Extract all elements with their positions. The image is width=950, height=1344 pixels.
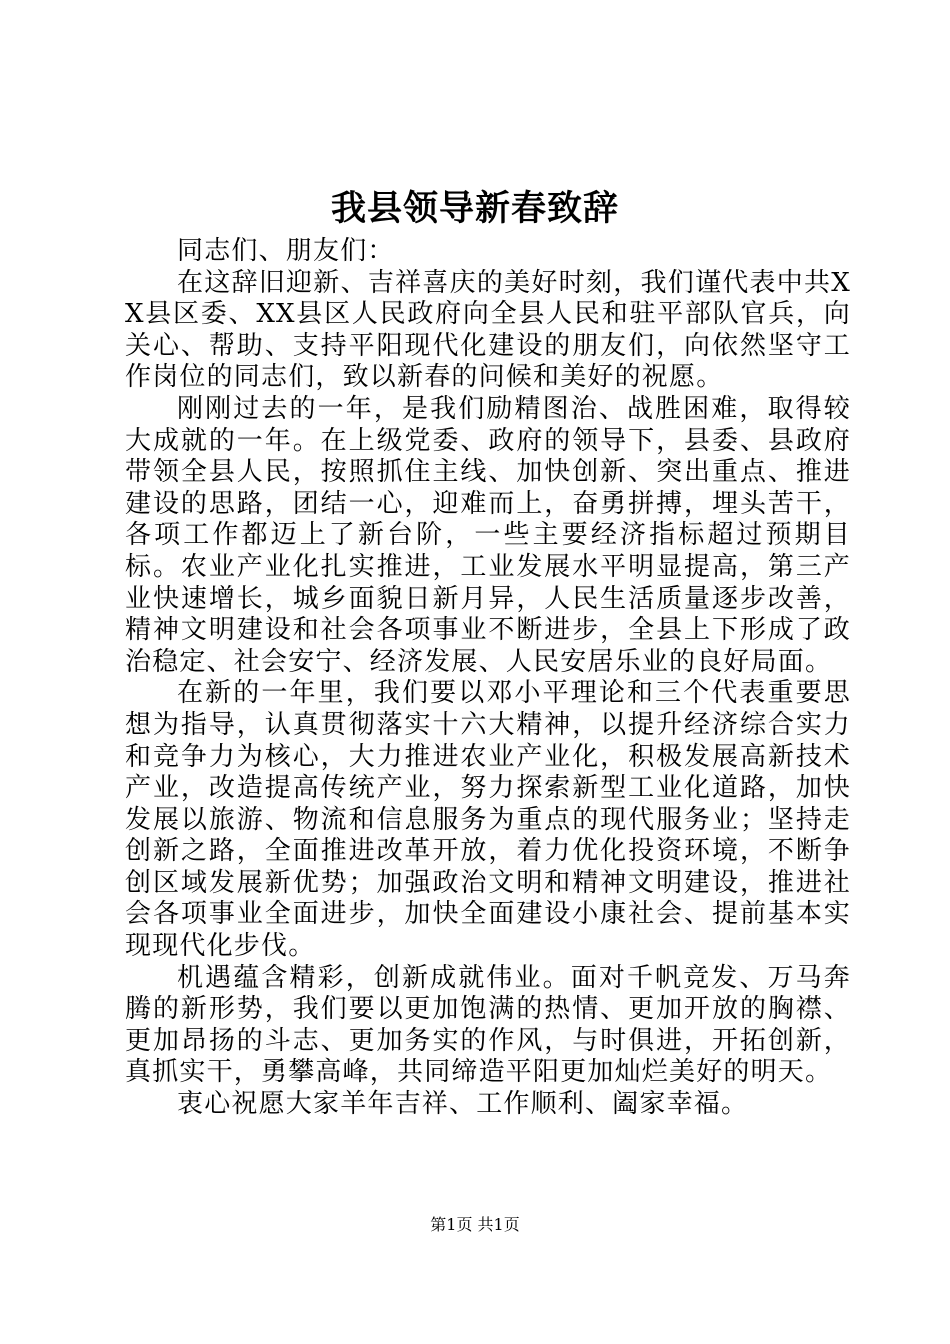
body-paragraph: 在这辞旧迎新、吉祥喜庆的美好时刻，我们谨代表中共XX县区委、XX县区人民政府向全县人民和驻平部队官兵，向关心、帮助、支持平阳现代化建设的朋友们，向依然坚守工作岗位的同志们，致以新春的问候和美好的祝愿。: [125, 267, 851, 393]
closing-paragraph: 衷心祝愿大家羊年吉祥、工作顺利、阖家幸福。: [177, 1089, 749, 1120]
page-number-footer: 第1页 共1页: [430, 1215, 520, 1234]
greeting-paragraph: 同志们、朋友们：: [177, 236, 395, 266]
body-paragraph: 在新的一年里，我们要以邓小平理论和三个代表重要思想为指导，认真贯彻落实十六大精神，以提升经济综合实力和竞争力为核心，大力推进农业产业化，积极发展高新技术产业，改造提高传统产业，努力探索新型工业化道路，加快发展以旅游、物流和信息服务为重点的现代服务业；坚持走创新之路，全面推进改革开放，着力优化投资环境，不断争创区域发展新优势；加强政治文明和精神文明建设，推进社会各项事业全面进步，加快全面建设小康社会、提前基本实现现代化步伐。: [125, 678, 851, 962]
document-body: [125, 236, 851, 1121]
body-paragraph: 机遇蕴含精彩，创新成就伟业。面对千帆竞发、万马奔腾的新形势，我们要以更加饱满的热情、更加开放的胸襟、更加昂扬的斗志、更加务实的作风，与时俱进，开拓创新，真抓实干，勇攀高峰，共同缔造平阳更加灿烂美好的明天。: [125, 962, 851, 1088]
body-paragraph: 刚刚过去的一年，是我们励精图治、战胜困难，取得较大成就的一年。在上级党委、政府的领导下，县委、县政府带领全县人民，按照抓住主线、加快创新、突出重点、推进建设的思路，团结一心，迎难而上，奋勇拼搏，埋头苦干，各项工作都迈上了新台阶，一些主要经济指标超过预期目标。农业产业化扎实推进，工业发展水平明显提高，第三产业快速增长，城乡面貌日新月异，人民生活质量逐步改善，精神文明建设和社会各项事业不断进步，全县上下形成了政治稳定、社会安宁、经济发展、人民安居乐业的良好局面。: [125, 393, 851, 677]
document-title: 我县领导新春致辞: [330, 188, 619, 229]
